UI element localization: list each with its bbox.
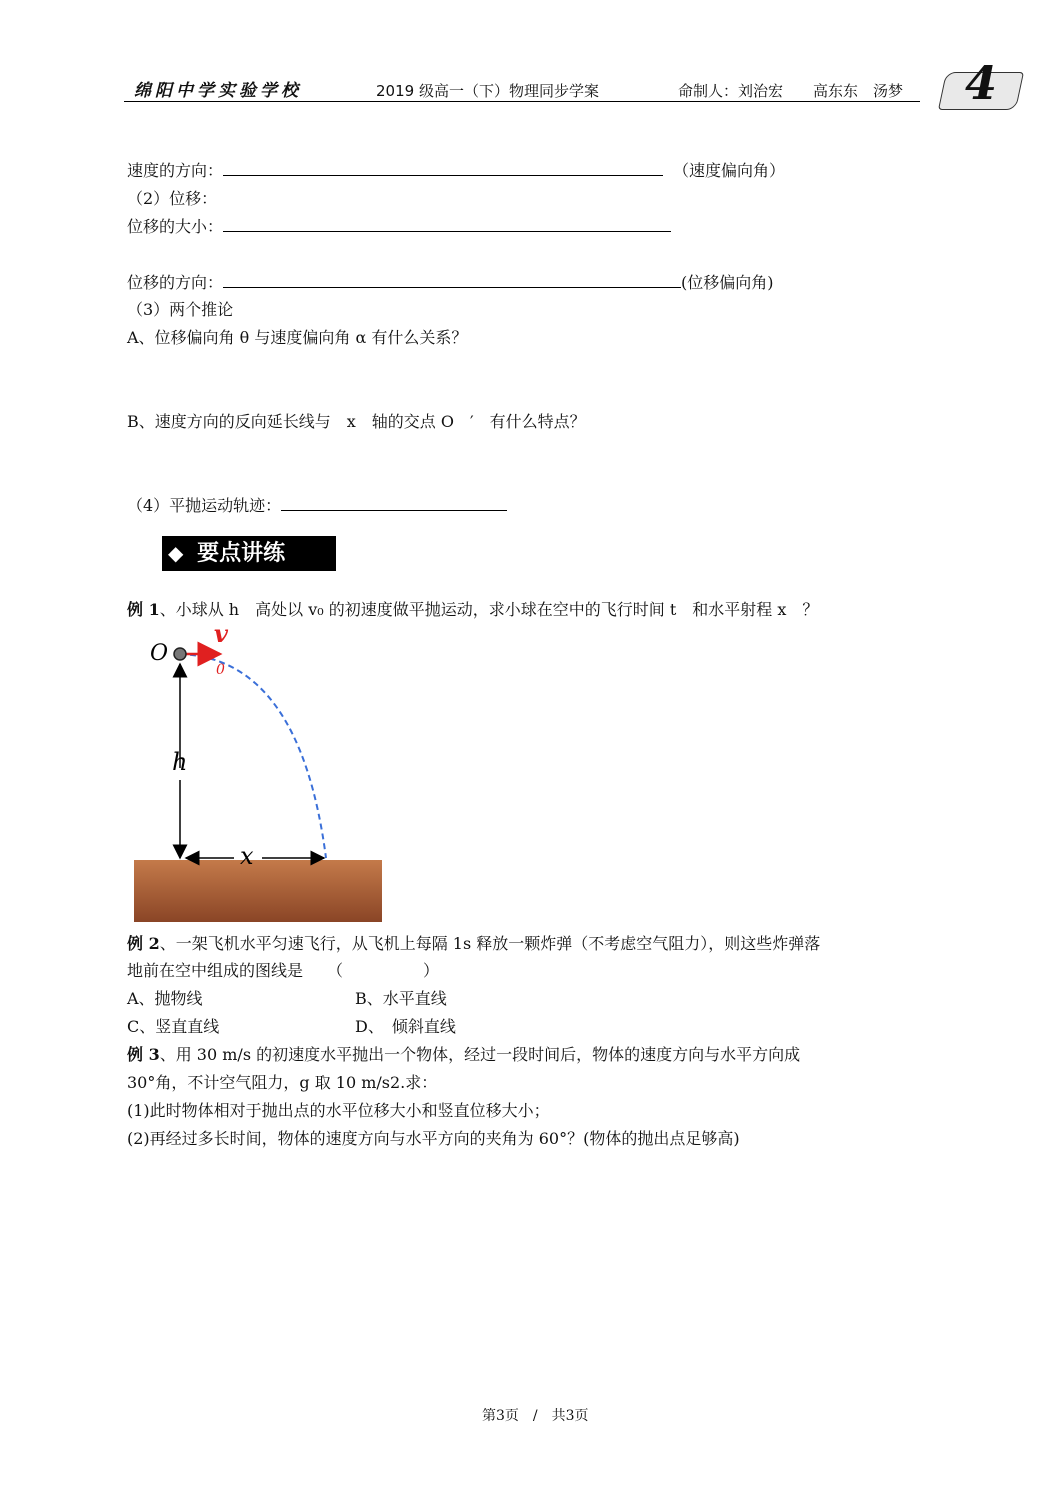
answer-blank[interactable] — [223, 271, 681, 288]
page-footer: 第3页 / 共3页 — [482, 1408, 589, 1424]
ball — [174, 648, 186, 660]
example-2-line-1: 、一架飞机水平匀速飞行，从飞机上每隔 1s 释放一颗炸弹（不考虑空气阻力），则这些炸弹落 — [159, 934, 821, 953]
trajectory-label: （4）平抛运动轨迹： — [127, 496, 282, 515]
displacement-direction-line — [127, 270, 774, 293]
origin-label: O — [150, 641, 169, 666]
example-1-text: 、小球从 h 高处以 v₀ 的初速度做平抛运动，求小球在空中的飞行时间 t 和水平射程 x ？ — [159, 600, 819, 619]
authors: 命制人：刘治宏 高东东 汤梦 — [678, 82, 904, 100]
velocity-direction-label: 速度的方向： — [127, 161, 224, 180]
height-label: h — [172, 748, 188, 776]
velocity-subscript: 0 — [216, 662, 225, 678]
example-1-label: 例 1 — [127, 600, 160, 619]
section-title-box — [162, 536, 336, 571]
school-logo-text: 绵阳中学实验学校 — [134, 81, 302, 101]
inferences-heading: （3）两个推论 — [127, 300, 234, 319]
option-a: A、抛物线 — [127, 989, 203, 1008]
answer-blank[interactable] — [223, 159, 663, 176]
header-rule — [124, 101, 920, 102]
example-2 — [127, 931, 820, 954]
displacement-heading: （2）位移： — [127, 189, 218, 208]
displacement-direction-note: (位移偏向角) — [681, 273, 774, 292]
range-label: x — [240, 842, 254, 870]
diamond-bullet-icon: ◆ — [168, 541, 184, 565]
example-3-label: 例 3 — [127, 1045, 160, 1064]
velocity-direction-note: （速度偏向角） — [673, 161, 786, 180]
ground — [134, 860, 382, 922]
course-title: 2019 级高一（下）物理同步学案 — [376, 82, 599, 100]
answer-blank[interactable] — [281, 494, 507, 511]
trajectory-line — [127, 493, 507, 516]
displacement-magnitude-line — [127, 214, 671, 237]
projectile-figure — [130, 618, 390, 928]
displacement-magnitude-label: 位移的大小： — [127, 217, 224, 236]
answer-blank[interactable] — [223, 215, 671, 232]
velocity-label: v — [214, 619, 228, 648]
velocity-direction-line — [127, 158, 785, 181]
inference-a: A、位移偏向角 θ 与速度偏向角 α 有什么关系？ — [127, 328, 468, 347]
page-tab-number: 4 — [965, 56, 998, 110]
option-b: B、水平直线 — [355, 989, 447, 1008]
example-3-question-1: (1)此时物体相对于抛出点的水平位移大小和竖直位移大小； — [127, 1101, 550, 1120]
section-title: 要点讲练 — [197, 541, 286, 566]
option-d: D、 倾斜直线 — [355, 1017, 456, 1036]
displacement-direction-label: 位移的方向： — [127, 273, 224, 292]
trajectory-curve — [180, 654, 326, 858]
inference-b: B、速度方向的反向延长线与 x 轴的交点 O ′ 有什么特点？ — [127, 412, 586, 431]
example-1 — [127, 597, 818, 620]
example-3 — [127, 1042, 800, 1065]
example-3-question-2: (2)再经过多长时间，物体的速度方向与水平方向的夹角为 60°？(物体的抛出点足够高) — [127, 1129, 740, 1148]
example-3-line-1: 、用 30 m/s 的初速度水平抛出一个物体，经过一段时间后，物体的速度方向与水平方向成 — [159, 1045, 801, 1064]
example-2-line-2: 地前在空中组成的图线是 （ ） — [127, 961, 440, 980]
example-2-label: 例 2 — [127, 934, 160, 953]
example-3-line-2: 30°角，不计空气阻力，g 取 10 m/s2.求： — [127, 1073, 438, 1092]
option-c: C、竖直直线 — [127, 1017, 220, 1036]
